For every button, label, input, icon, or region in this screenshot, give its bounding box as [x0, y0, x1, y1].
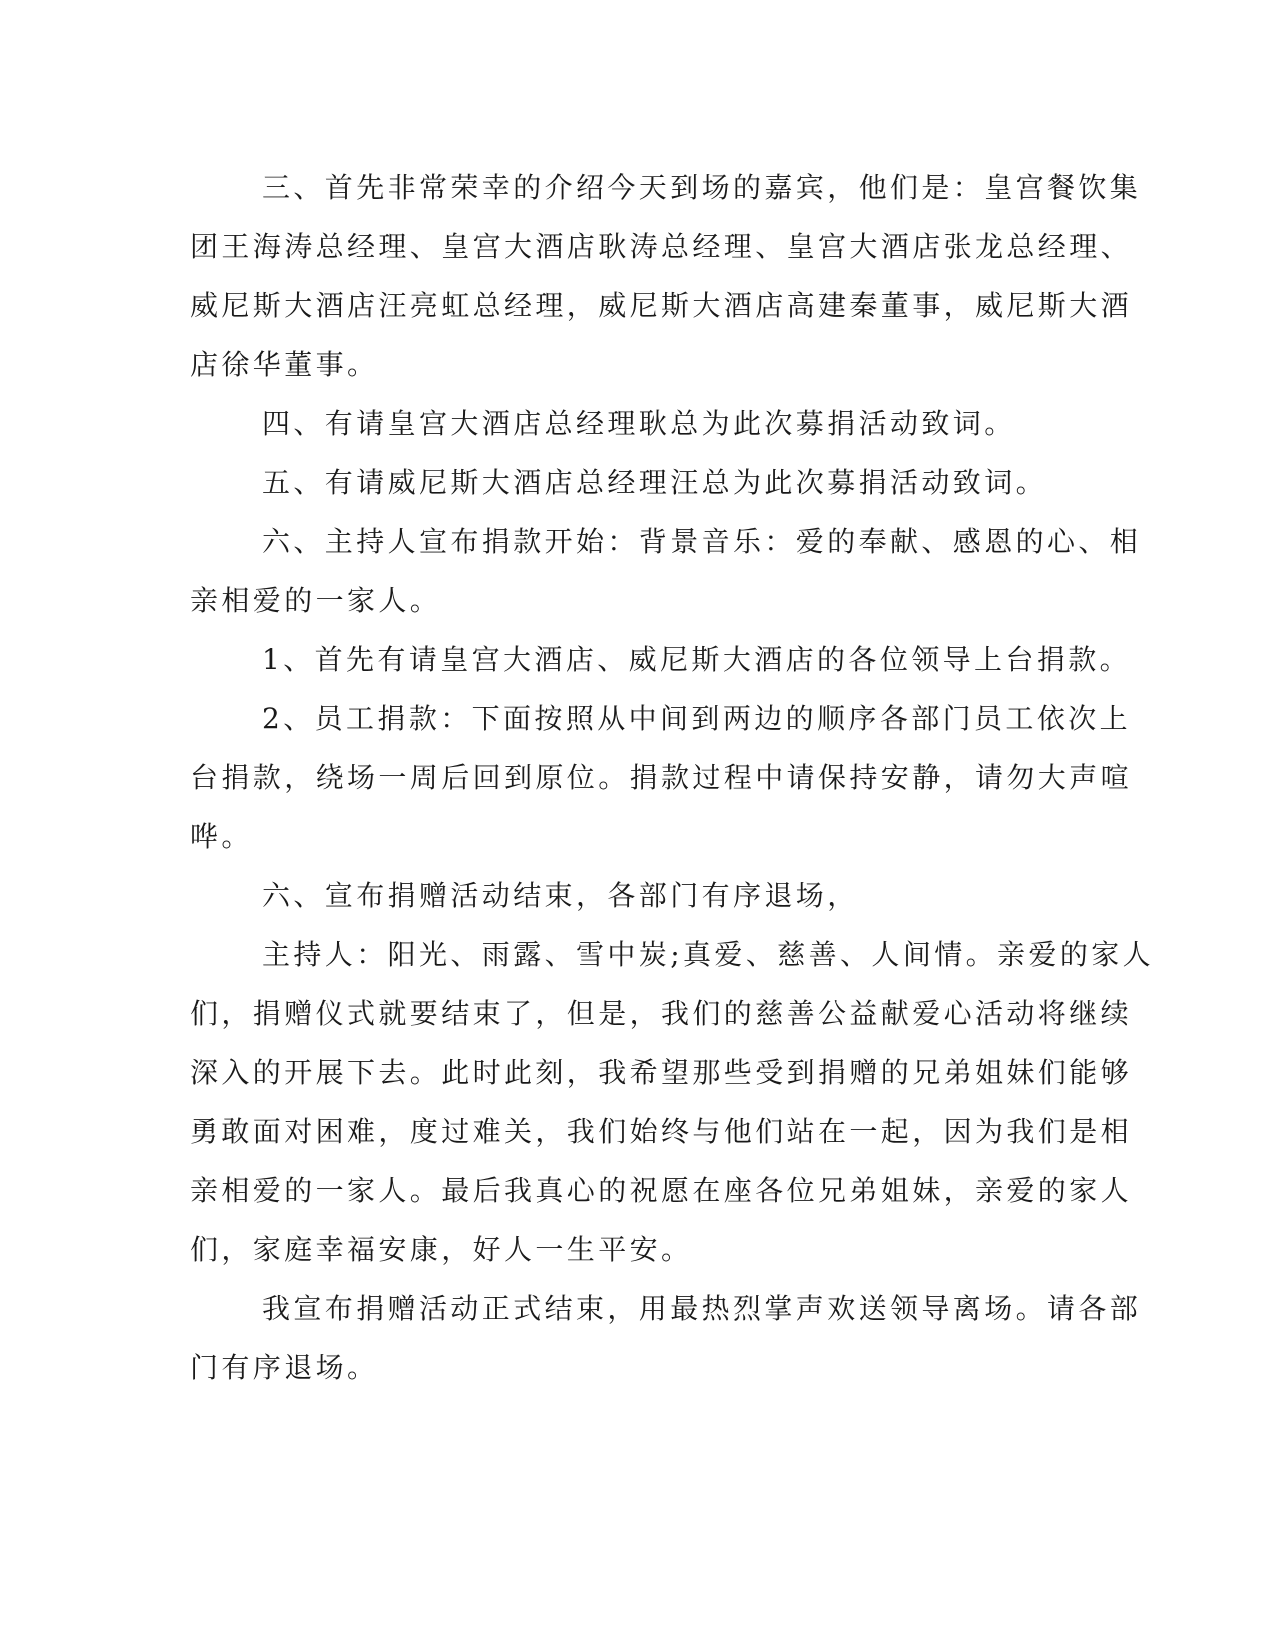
- text-line: 主持人：阳光、雨露、雪中炭;真爱、慈善、人间情。亲爱的家人: [262, 938, 1155, 971]
- text-line: 们，捐赠仪式就要结束了，但是，我们的慈善公益献爱心活动将继续: [190, 997, 1133, 1030]
- text-line: 亲相爱的一家人。: [190, 584, 442, 617]
- document-body: [190, 158, 1155, 1397]
- text-line: 五、有请威尼斯大酒店总经理汪总为此次募捐活动致词。: [262, 466, 1048, 499]
- text-line: 六、宣布捐赠活动结束，各部门有序退场，: [262, 879, 859, 912]
- text-line: 亲相爱的一家人。最后我真心的祝愿在座各位兄弟姐妹，亲爱的家人: [190, 1174, 1133, 1207]
- text-line: 深入的开展下去。此时此刻，我希望那些受到捐赠的兄弟姐妹们能够: [190, 1056, 1133, 1089]
- text-line: 门有序退场。: [190, 1351, 379, 1384]
- text-line: 威尼斯大酒店汪亮虹总经理，威尼斯大酒店高建秦董事，威尼斯大酒: [190, 289, 1133, 322]
- text-line: 2、员工捐款：下面按照从中间到两边的顺序各部门员工依次上: [262, 702, 1132, 735]
- text-line: 三、首先非常荣幸的介绍今天到场的嘉宾，他们是：皇宫餐饮集: [262, 171, 1142, 204]
- text-line: 勇敢面对困难，度过难关，我们始终与他们站在一起，因为我们是相: [190, 1115, 1133, 1148]
- text-line: 们，家庭幸福安康，好人一生平安。: [190, 1233, 693, 1266]
- text-line: 团王海涛总经理、皇宫大酒店耿涛总经理、皇宫大酒店张龙总经理、: [190, 230, 1133, 263]
- text-line: 四、有请皇宫大酒店总经理耿总为此次募捐活动致词。: [262, 407, 1016, 440]
- text-line: 店徐华董事。: [190, 348, 379, 381]
- text-line: 1、首先有请皇宫大酒店、威尼斯大酒店的各位领导上台捐款。: [262, 643, 1132, 676]
- text-line: 台捐款，绕场一周后回到原位。捐款过程中请保持安静，请勿大声喧: [190, 761, 1133, 794]
- text-line: 我宣布捐赠活动正式结束，用最热烈掌声欢送领导离场。请各部: [262, 1292, 1142, 1325]
- text-line: 哗。: [190, 820, 253, 853]
- text-line: 六、主持人宣布捐款开始：背景音乐：爱的奉献、感恩的心、相: [262, 525, 1142, 558]
